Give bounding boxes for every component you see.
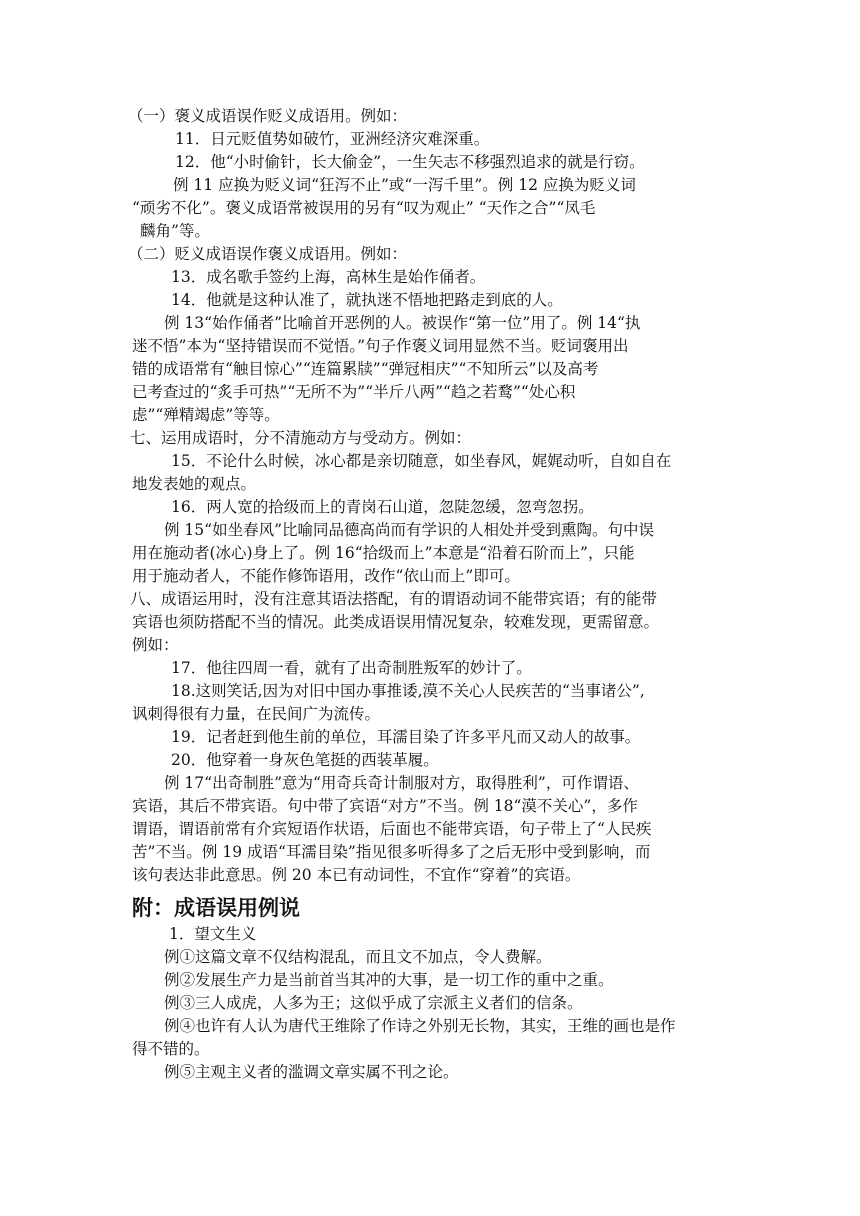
section-heading-7: 七、运用成语时，分不清施动方与受动方。例如： [130, 429, 472, 447]
appendix-title: 附：成语误用例说 [132, 896, 300, 920]
paragraph-line: 错的成语常有“触目惊心”“连篇累牍”“弹冠相庆”“不知所云”以及高考 [132, 360, 599, 378]
paragraph-line: 例 15“如坐春风”比喻同品德高尚而有学识的人相处并受到熏陶。句中误 [164, 521, 655, 539]
paragraph-line: 虑”“殚精竭虑”等等。 [132, 406, 280, 424]
example-15: 15．不论什么时候，冰心都是亲切随意，如坐春风，娓娓动听，自如自在 [171, 452, 672, 470]
appendix-example: 例②发展生产力是当前首当其冲的大事，是一切工作的重中之重。 [164, 971, 614, 989]
section-heading-1: （一）褒义成语误作贬义成语用。例如： [128, 107, 408, 125]
paragraph-line: 讽刺得很有力量，在民间广为流传。 [132, 705, 381, 723]
example-20: 20．他穿着一身灰色笔挺的西装革履。 [171, 751, 439, 769]
appendix-example: 例④也许有人认为唐代王维除了作诗之外别无长物，其实，王维的画也是作 [164, 1017, 676, 1035]
paragraph-line: “顽劣不化”。褒义成语常被误用的另有“叹为观止” “天作之合”“凤毛 [132, 199, 596, 217]
appendix-subheading: 1．望文生义 [169, 925, 257, 943]
appendix-example: 例③三人成虎，人多为王；这似乎成了宗派主义者们的信条。 [164, 994, 583, 1012]
paragraph-line: 地发表她的观点。 [132, 475, 257, 493]
paragraph-line: 用在施动者(冰心)身上了。例 16“拾级而上”本意是“沿着石阶而上”，只能 [132, 544, 635, 562]
example-17: 17．他往四周一看，就有了出奇制胜叛军的妙计了。 [171, 659, 532, 677]
paragraph-line: 例 13“始作俑者”比喻首开恶例的人。被误作“第一位”用了。例 14“执 [164, 314, 641, 332]
paragraph-line: 例 17“出奇制胜”意为“用奇兵奇计制服对方，取得胜利”，可作谓语、 [164, 774, 639, 792]
section-heading-8: 八、成语运用时，没有注意其语法搭配，有的谓语动词不能带宾语；有的能带 [130, 590, 658, 608]
paragraph-line: 迷不悟”本为“坚持错误而不觉悟。”句子作褒义词用显然不当。贬词褒用出 [132, 337, 629, 355]
example-12: 12．他“小时偷针，长大偷金”，一生矢志不移强烈追求的就是行窃。 [175, 153, 645, 171]
example-14: 14．他就是这种认准了，就执迷不悟地把路走到底的人。 [171, 291, 563, 309]
appendix-example: 例①这篇文章不仅结构混乱，而且文不加点，令人费解。 [164, 948, 552, 966]
section-heading-2: （二）贬义成语误作褒义成语用。例如： [128, 245, 408, 263]
example-11: 11．日元贬值势如破竹，亚洲经济灾难深重。 [175, 130, 490, 148]
paragraph-line: 麟角”等。 [140, 222, 210, 240]
appendix-example: 例⑤主观主义者的滥调文章实属不刊之论。 [164, 1063, 459, 1081]
paragraph-line: 宾语也须防搭配不当的情况。此类成语误用情况复杂，较难发现，更需留意。 [132, 613, 660, 631]
paragraph-line: 例如： [132, 636, 179, 654]
example-18: 18.这则笑话,因为对旧中国办事推诿,漠不关心人民疾苦的“当事诸公”, [171, 682, 645, 700]
paragraph-line: 例 11 应换为贬义词“狂泻不止”或“一泻千里”。例 12 应换为贬义词 [173, 176, 636, 194]
paragraph-line: 苦”不当。例 19 成语“耳濡目染”指见很多听得多了之后无形中受到影响，而 [132, 843, 651, 861]
appendix-example-cont: 得不错的。 [132, 1040, 210, 1058]
paragraph-line: 宾语，其后不带宾语。句中带了宾语“对方”不当。例 18“漠不关心”，多作 [132, 797, 638, 815]
paragraph-line: 用于施动者人，不能作修饰语用，改作“依山而上”即可。 [132, 567, 520, 585]
example-19: 19．记者赶到他生前的单位，耳濡目染了许多平凡而又动人的故事。 [171, 728, 641, 746]
example-16: 16．两人宽的拾级而上的青岗石山道，忽陡忽缓，忽弯忽拐。 [171, 498, 594, 516]
paragraph-line: 该句表达非此意思。例 20 本已有动词性，不宜作“穿着”的宾语。 [132, 866, 581, 884]
example-13: 13．成名歌手签约上海，高林生是始作俑者。 [171, 268, 486, 286]
paragraph-line: 谓语，谓语前常有介宾短语作状语，后面也不能带宾语，句子带上了“人民疾 [132, 820, 652, 838]
paragraph-line: 已考查过的“炙手可热”“无所不为”“半斤八两”“趋之若鹜”“处心积 [132, 383, 576, 401]
